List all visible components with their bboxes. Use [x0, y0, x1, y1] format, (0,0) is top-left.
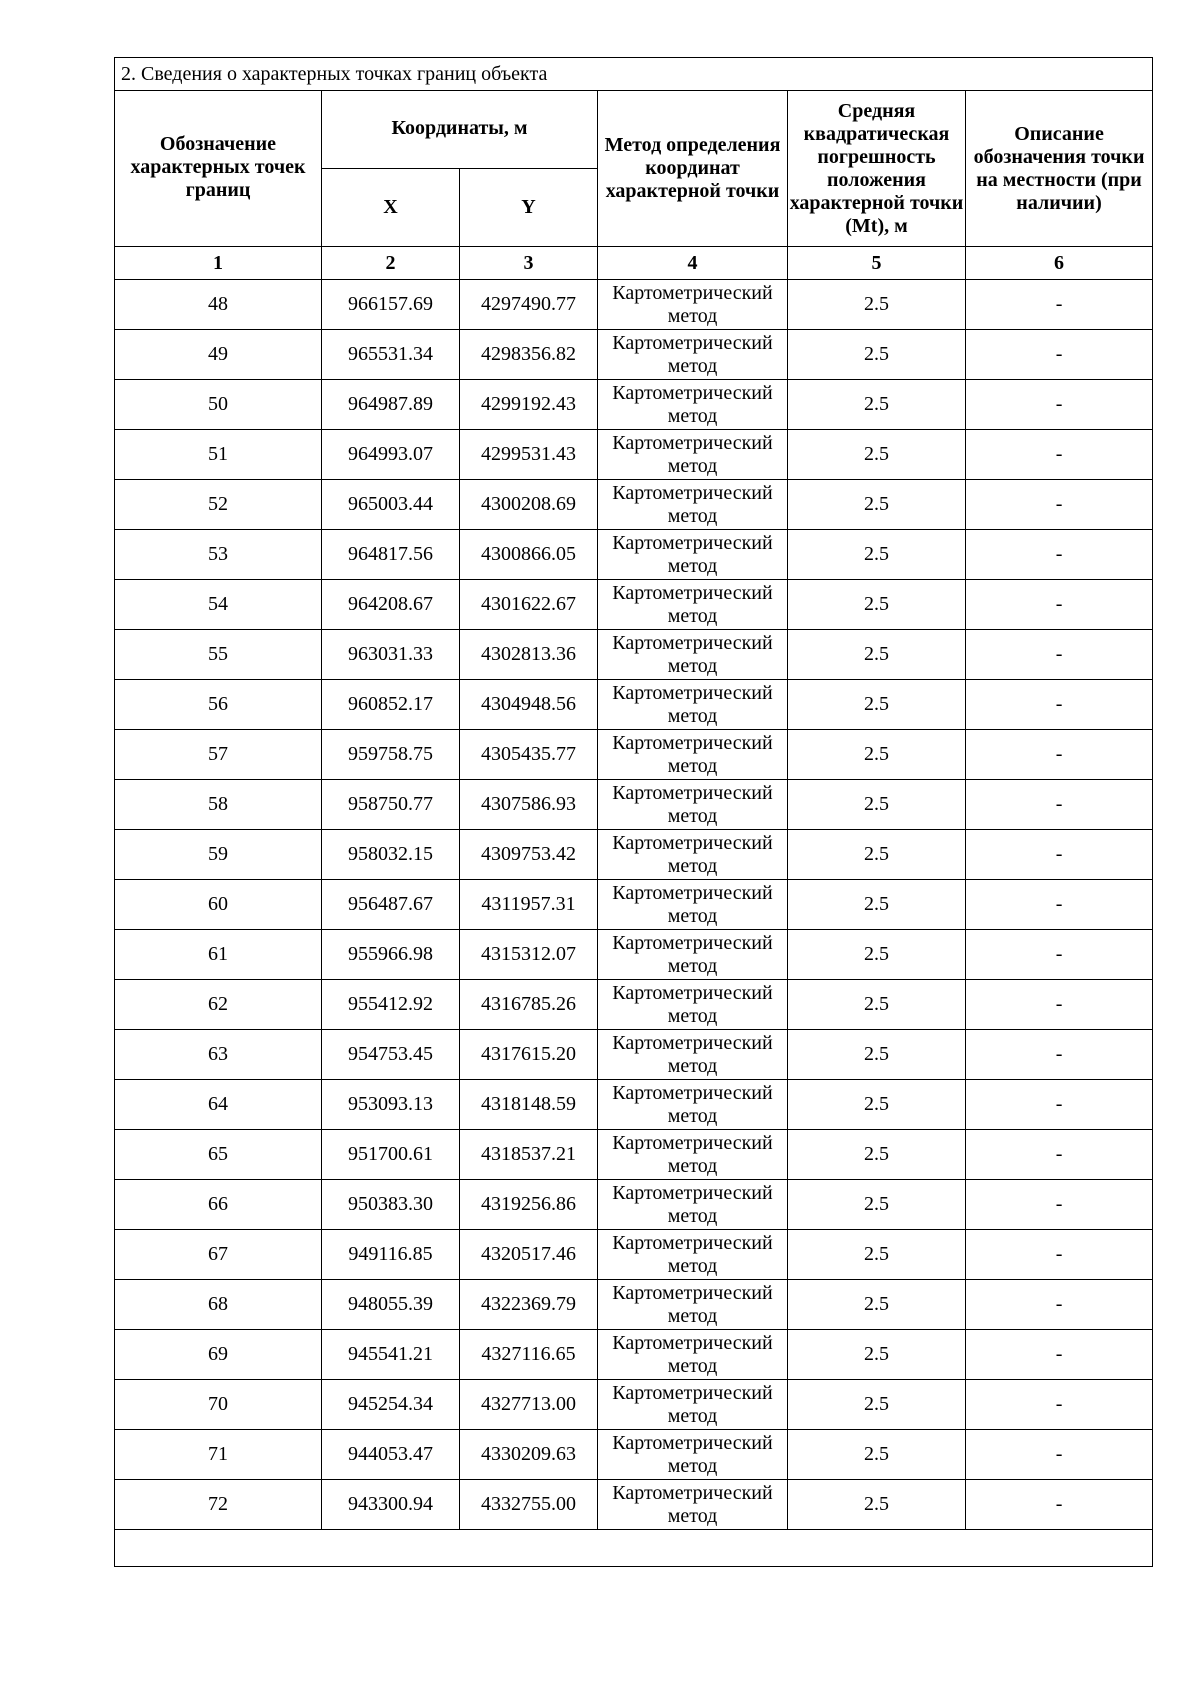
point-number-cell: 72: [115, 1480, 322, 1530]
point-number-cell: 69: [115, 1330, 322, 1380]
point-number-cell: 70: [115, 1380, 322, 1430]
description-cell: -: [966, 480, 1153, 530]
y-coordinate-cell: 4302813.36: [460, 630, 598, 680]
table-row: [115, 1130, 1153, 1180]
x-coordinate-cell: 965003.44: [322, 480, 460, 530]
table-row: [115, 1380, 1153, 1430]
method-line-1: Картометрический: [612, 531, 773, 554]
description-cell: -: [966, 1480, 1153, 1530]
point-number-cell: 66: [115, 1180, 322, 1230]
point-number-cell: 61: [115, 930, 322, 980]
method-cell: [598, 330, 788, 380]
method-line-1: Картометрический: [612, 1481, 773, 1504]
error-cell: 2.5: [788, 1280, 966, 1330]
column-number: 5: [788, 247, 966, 280]
method-line-1: Картометрический: [612, 581, 773, 604]
description-cell: -: [966, 580, 1153, 630]
method-line-2: метод: [667, 754, 718, 777]
description-cell: -: [966, 1080, 1153, 1130]
x-coordinate-cell: 964208.67: [322, 580, 460, 630]
method-line-2: метод: [667, 1254, 718, 1277]
method-cell: [598, 780, 788, 830]
table-row: [115, 280, 1153, 330]
error-cell: 2.5: [788, 830, 966, 880]
method-line-2: метод: [667, 1104, 718, 1127]
y-coordinate-cell: 4300866.05: [460, 530, 598, 580]
error-cell: 2.5: [788, 380, 966, 430]
point-number-cell: 54: [115, 580, 322, 630]
description-cell: -: [966, 930, 1153, 980]
method-cell: [598, 1030, 788, 1080]
y-coordinate-cell: 4327116.65: [460, 1330, 598, 1380]
point-number-cell: 48: [115, 280, 322, 330]
header-y: Y: [460, 169, 598, 247]
method-line-1: Картометрический: [612, 1081, 773, 1104]
method-line-1: Картометрический: [612, 631, 773, 654]
x-coordinate-cell: 944053.47: [322, 1430, 460, 1480]
description-cell: -: [966, 830, 1153, 880]
description-cell: -: [966, 1180, 1153, 1230]
y-coordinate-cell: 4322369.79: [460, 1280, 598, 1330]
x-coordinate-cell: 958032.15: [322, 830, 460, 880]
y-coordinate-cell: 4327713.00: [460, 1380, 598, 1430]
table-row: [115, 980, 1153, 1030]
description-cell: -: [966, 280, 1153, 330]
x-coordinate-cell: 964987.89: [322, 380, 460, 430]
method-cell: [598, 1330, 788, 1380]
method-line-2: метод: [667, 1054, 718, 1077]
description-cell: -: [966, 880, 1153, 930]
method-line-1: Картометрический: [612, 1031, 773, 1054]
point-number-cell: 57: [115, 730, 322, 780]
point-number-cell: 52: [115, 480, 322, 530]
method-line-2: метод: [667, 1504, 718, 1527]
x-coordinate-cell: 953093.13: [322, 1080, 460, 1130]
point-number-cell: 68: [115, 1280, 322, 1330]
error-cell: 2.5: [788, 480, 966, 530]
header-point-designation: Обозначение характерных точек границ: [115, 91, 322, 247]
method-cell: [598, 380, 788, 430]
method-line-1: Картометрический: [612, 1181, 773, 1204]
y-coordinate-cell: 4330209.63: [460, 1430, 598, 1480]
method-cell: [598, 280, 788, 330]
method-cell: [598, 1380, 788, 1430]
error-cell: 2.5: [788, 1230, 966, 1280]
method-line-1: Картометрический: [612, 681, 773, 704]
table-row: [115, 930, 1153, 980]
y-coordinate-cell: 4300208.69: [460, 480, 598, 530]
column-number: 6: [966, 247, 1153, 280]
x-coordinate-cell: 964993.07: [322, 430, 460, 480]
method-cell: [598, 1430, 788, 1480]
method-line-2: метод: [667, 904, 718, 927]
table-row: [115, 830, 1153, 880]
x-coordinate-cell: 958750.77: [322, 780, 460, 830]
table-row: [115, 680, 1153, 730]
method-cell: [598, 480, 788, 530]
header-error: Средняя квадратическая погрешность положения характерной точки (Mt), м: [788, 91, 966, 247]
method-line-1: Картометрический: [612, 831, 773, 854]
method-line-1: Картометрический: [612, 381, 773, 404]
method-line-2: метод: [667, 1404, 718, 1427]
description-cell: -: [966, 630, 1153, 680]
error-cell: 2.5: [788, 430, 966, 480]
point-number-cell: 51: [115, 430, 322, 480]
method-line-2: метод: [667, 504, 718, 527]
point-number-cell: 62: [115, 980, 322, 1030]
point-number-cell: 56: [115, 680, 322, 730]
method-cell: [598, 530, 788, 580]
column-number: 2: [322, 247, 460, 280]
table-row: [115, 1280, 1153, 1330]
y-coordinate-cell: 4332755.00: [460, 1480, 598, 1530]
table-row: [115, 1030, 1153, 1080]
table-header: [115, 58, 1153, 280]
x-coordinate-cell: 959758.75: [322, 730, 460, 780]
y-coordinate-cell: 4317615.20: [460, 1030, 598, 1080]
x-coordinate-cell: 949116.85: [322, 1230, 460, 1280]
y-coordinate-cell: 4307586.93: [460, 780, 598, 830]
error-cell: 2.5: [788, 1180, 966, 1230]
description-cell: -: [966, 1430, 1153, 1480]
table-row: [115, 1330, 1153, 1380]
method-line-1: Картометрический: [612, 981, 773, 1004]
y-coordinate-cell: 4320517.46: [460, 1230, 598, 1280]
method-line-1: Картометрический: [612, 1231, 773, 1254]
method-line-1: Картометрический: [612, 731, 773, 754]
method-cell: [598, 730, 788, 780]
method-line-2: метод: [667, 854, 718, 877]
description-cell: -: [966, 1280, 1153, 1330]
table-row: [115, 780, 1153, 830]
x-coordinate-cell: 954753.45: [322, 1030, 460, 1080]
x-coordinate-cell: 963031.33: [322, 630, 460, 680]
y-coordinate-cell: 4305435.77: [460, 730, 598, 780]
point-number-cell: 58: [115, 780, 322, 830]
description-cell: -: [966, 780, 1153, 830]
method-cell: [598, 980, 788, 1030]
error-cell: 2.5: [788, 530, 966, 580]
table-row: [115, 530, 1153, 580]
y-coordinate-cell: 4304948.56: [460, 680, 598, 730]
y-coordinate-cell: 4297490.77: [460, 280, 598, 330]
x-coordinate-cell: 955412.92: [322, 980, 460, 1030]
method-line-2: метод: [667, 954, 718, 977]
point-number-cell: 50: [115, 380, 322, 430]
description-cell: -: [966, 380, 1153, 430]
section-title: 2. Сведения о характерных точках границ объекта: [115, 58, 1153, 91]
point-number-cell: 71: [115, 1430, 322, 1480]
error-cell: 2.5: [788, 930, 966, 980]
x-coordinate-cell: 965531.34: [322, 330, 460, 380]
method-line-2: метод: [667, 1154, 718, 1177]
description-cell: -: [966, 430, 1153, 480]
error-cell: 2.5: [788, 980, 966, 1030]
document-sheet: [114, 57, 1152, 1567]
method-line-2: метод: [667, 554, 718, 577]
method-line-1: Картометрический: [612, 881, 773, 904]
method-cell: [598, 680, 788, 730]
description-cell: -: [966, 1130, 1153, 1180]
method-line-1: Картометрический: [612, 931, 773, 954]
method-line-1: Картометрический: [612, 1331, 773, 1354]
method-cell: [598, 580, 788, 630]
error-cell: 2.5: [788, 330, 966, 380]
x-coordinate-cell: 948055.39: [322, 1280, 460, 1330]
error-cell: 2.5: [788, 780, 966, 830]
table-row: [115, 430, 1153, 480]
method-cell: [598, 1280, 788, 1330]
error-cell: 2.5: [788, 280, 966, 330]
x-coordinate-cell: 943300.94: [322, 1480, 460, 1530]
description-cell: -: [966, 730, 1153, 780]
description-cell: -: [966, 530, 1153, 580]
method-line-2: метод: [667, 404, 718, 427]
x-coordinate-cell: 956487.67: [322, 880, 460, 930]
method-line-1: Картометрический: [612, 431, 773, 454]
description-cell: -: [966, 980, 1153, 1030]
y-coordinate-cell: 4319256.86: [460, 1180, 598, 1230]
table-row: [115, 880, 1153, 930]
description-cell: -: [966, 1230, 1153, 1280]
table-row: [115, 1480, 1153, 1530]
method-cell: [598, 1480, 788, 1530]
method-line-2: метод: [667, 1454, 718, 1477]
method-line-1: Картометрический: [612, 1131, 773, 1154]
point-number-cell: 53: [115, 530, 322, 580]
x-coordinate-cell: 966157.69: [322, 280, 460, 330]
error-cell: 2.5: [788, 1330, 966, 1380]
description-cell: -: [966, 330, 1153, 380]
method-line-1: Картометрический: [612, 781, 773, 804]
error-cell: 2.5: [788, 630, 966, 680]
empty-footer-row: [115, 1530, 1153, 1567]
table-row: [115, 730, 1153, 780]
table-row: [115, 1230, 1153, 1280]
table-row: [115, 480, 1153, 530]
header-coordinates: Координаты, м: [322, 91, 598, 169]
method-line-2: метод: [667, 354, 718, 377]
table-row: [115, 330, 1153, 380]
description-cell: -: [966, 1380, 1153, 1430]
method-cell: [598, 1180, 788, 1230]
column-number: 1: [115, 247, 322, 280]
empty-cell: [115, 1530, 1153, 1567]
method-cell: [598, 930, 788, 980]
method-cell: [598, 880, 788, 930]
header-x: X: [322, 169, 460, 247]
y-coordinate-cell: 4311957.31: [460, 880, 598, 930]
description-cell: -: [966, 1330, 1153, 1380]
x-coordinate-cell: 945541.21: [322, 1330, 460, 1380]
boundary-points-table: [114, 57, 1153, 1567]
method-line-1: Картометрический: [612, 1281, 773, 1304]
point-number-cell: 49: [115, 330, 322, 380]
method-line-1: Картометрический: [612, 1381, 773, 1404]
method-cell: [598, 1130, 788, 1180]
table-row: [115, 630, 1153, 680]
method-cell: [598, 830, 788, 880]
method-line-1: Картометрический: [612, 481, 773, 504]
method-line-2: метод: [667, 604, 718, 627]
x-coordinate-cell: 951700.61: [322, 1130, 460, 1180]
y-coordinate-cell: 4315312.07: [460, 930, 598, 980]
method-cell: [598, 430, 788, 480]
x-coordinate-cell: 955966.98: [322, 930, 460, 980]
description-cell: -: [966, 1030, 1153, 1080]
column-number: 4: [598, 247, 788, 280]
y-coordinate-cell: 4299192.43: [460, 380, 598, 430]
y-coordinate-cell: 4301622.67: [460, 580, 598, 630]
header-method: Метод определения координат характерной точки: [598, 91, 788, 247]
x-coordinate-cell: 960852.17: [322, 680, 460, 730]
method-line-1: Картометрический: [612, 331, 773, 354]
error-cell: 2.5: [788, 730, 966, 780]
method-line-2: метод: [667, 704, 718, 727]
x-coordinate-cell: 950383.30: [322, 1180, 460, 1230]
method-line-2: метод: [667, 304, 718, 327]
description-cell: -: [966, 680, 1153, 730]
method-line-1: Картометрический: [612, 281, 773, 304]
error-cell: 2.5: [788, 680, 966, 730]
column-number: 3: [460, 247, 598, 280]
point-number-cell: 63: [115, 1030, 322, 1080]
x-coordinate-cell: 945254.34: [322, 1380, 460, 1430]
y-coordinate-cell: 4299531.43: [460, 430, 598, 480]
table-body: [115, 280, 1153, 1530]
point-number-cell: 59: [115, 830, 322, 880]
method-cell: [598, 630, 788, 680]
table-row: [115, 1080, 1153, 1130]
point-number-cell: 64: [115, 1080, 322, 1130]
error-cell: 2.5: [788, 1380, 966, 1430]
method-line-2: метод: [667, 1304, 718, 1327]
column-numbers-row: [115, 247, 1153, 280]
error-cell: 2.5: [788, 1080, 966, 1130]
method-line-2: метод: [667, 1004, 718, 1027]
table-row: [115, 1180, 1153, 1230]
method-line-2: метод: [667, 654, 718, 677]
method-line-1: Картометрический: [612, 1431, 773, 1454]
y-coordinate-cell: 4298356.82: [460, 330, 598, 380]
error-cell: 2.5: [788, 880, 966, 930]
point-number-cell: 55: [115, 630, 322, 680]
y-coordinate-cell: 4309753.42: [460, 830, 598, 880]
error-cell: 2.5: [788, 1030, 966, 1080]
error-cell: 2.5: [788, 1480, 966, 1530]
table-row: [115, 580, 1153, 630]
method-line-2: метод: [667, 454, 718, 477]
point-number-cell: 65: [115, 1130, 322, 1180]
error-cell: 2.5: [788, 1130, 966, 1180]
table-row: [115, 380, 1153, 430]
x-coordinate-cell: 964817.56: [322, 530, 460, 580]
method-cell: [598, 1080, 788, 1130]
method-line-2: метод: [667, 1354, 718, 1377]
table-row: [115, 1430, 1153, 1480]
method-line-2: метод: [667, 1204, 718, 1227]
y-coordinate-cell: 4318148.59: [460, 1080, 598, 1130]
method-cell: [598, 1230, 788, 1280]
point-number-cell: 60: [115, 880, 322, 930]
method-line-2: метод: [667, 804, 718, 827]
error-cell: 2.5: [788, 580, 966, 630]
error-cell: 2.5: [788, 1430, 966, 1480]
point-number-cell: 67: [115, 1230, 322, 1280]
y-coordinate-cell: 4316785.26: [460, 980, 598, 1030]
header-description: Описание обозначения точки на местности (при наличии): [966, 91, 1153, 247]
y-coordinate-cell: 4318537.21: [460, 1130, 598, 1180]
